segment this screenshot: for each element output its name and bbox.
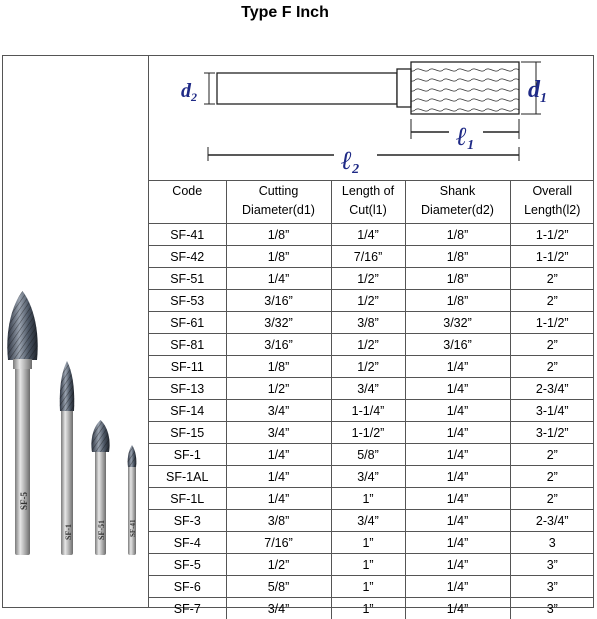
tool-label: SF-41: [129, 519, 137, 537]
cell-cutting-diameter: 1/2”: [226, 378, 331, 400]
cell-overall-length: 2-3/4”: [510, 510, 594, 532]
tools-photo: [2, 55, 149, 608]
cell-cutting-diameter: 1/2”: [226, 554, 331, 576]
svg-text:ℓ1: ℓ1: [456, 122, 474, 153]
cell-length-of-cut: 1/2”: [331, 290, 405, 312]
dimension-diagram: [149, 55, 594, 180]
cell-shank-diameter: 1/4”: [405, 488, 510, 510]
cell-code: SF-61: [149, 312, 226, 334]
svg-text:d1: $d_1$: [528, 77, 547, 106]
cell-shank-diameter: 1/4”: [405, 356, 510, 378]
cell-cutting-diameter: 1/8”: [226, 224, 331, 246]
cell-length-of-cut: 1”: [331, 554, 405, 576]
cell-shank-diameter: 1/4”: [405, 576, 510, 598]
d2-dimension: [181, 73, 215, 104]
svg-text:ℓ2: ℓ2: [341, 146, 359, 177]
cell-overall-length: 1-1/2”: [510, 246, 594, 268]
svg-text:d2: $d_2$: [181, 80, 197, 104]
header-length-of-cut: Length of Cut(l1): [331, 181, 405, 224]
cell-shank-diameter: 1/4”: [405, 510, 510, 532]
cell-length-of-cut: 5/8”: [331, 444, 405, 466]
cell-overall-length: 2-3/4”: [510, 378, 594, 400]
cell-shank-diameter: 1/4”: [405, 466, 510, 488]
cell-code: SF-11: [149, 356, 226, 378]
cell-overall-length: 3”: [510, 554, 594, 576]
cell-overall-length: 3: [510, 532, 594, 554]
cell-overall-length: 2”: [510, 356, 594, 378]
tool-label: SF-5: [19, 492, 29, 511]
table-row: [149, 422, 594, 444]
cell-cutting-diameter: 1/4”: [226, 444, 331, 466]
cell-code: SF-1: [149, 444, 226, 466]
cell-length-of-cut: 3/4”: [331, 378, 405, 400]
cell-code: SF-4: [149, 532, 226, 554]
cell-cutting-diameter: 3/4”: [226, 422, 331, 444]
cell-length-of-cut: 3/4”: [331, 510, 405, 532]
table-row: [149, 576, 594, 598]
table-row: [149, 246, 594, 268]
table-row: [149, 356, 594, 378]
cell-length-of-cut: 1/2”: [331, 268, 405, 290]
table-header-row: [149, 181, 594, 224]
cell-code: SF-42: [149, 246, 226, 268]
cell-shank-diameter: 1/8”: [405, 246, 510, 268]
cell-code: SF-51: [149, 268, 226, 290]
cell-code: SF-13: [149, 378, 226, 400]
cell-code: SF-3: [149, 510, 226, 532]
table-row: [149, 378, 594, 400]
cell-shank-diameter: 1/8”: [405, 290, 510, 312]
cell-overall-length: 3-1/2”: [510, 422, 594, 444]
cell-length-of-cut: 1”: [331, 488, 405, 510]
cell-cutting-diameter: 3/32”: [226, 312, 331, 334]
cell-overall-length: 1-1/2”: [510, 312, 594, 334]
table-row: [149, 268, 594, 290]
cell-code: SF-5: [149, 554, 226, 576]
cell-code: SF-81: [149, 334, 226, 356]
cell-shank-diameter: 1/4”: [405, 444, 510, 466]
cell-overall-length: 3”: [510, 598, 594, 619]
table-row: [149, 400, 594, 422]
table-row: [149, 532, 594, 554]
table-body: [149, 224, 594, 619]
table-row: [149, 224, 594, 246]
header-shank-diameter: Shank Diameter(d2): [405, 181, 510, 224]
cell-code: SF-6: [149, 576, 226, 598]
cell-overall-length: 2”: [510, 334, 594, 356]
table-row: [149, 444, 594, 466]
tool-sf-51: [91, 420, 109, 555]
cell-shank-diameter: 1/4”: [405, 598, 510, 619]
cell-overall-length: 2”: [510, 488, 594, 510]
cell-overall-length: 2”: [510, 444, 594, 466]
l1-dimension: [411, 119, 519, 153]
cell-length-of-cut: 1-1/4”: [331, 400, 405, 422]
cell-shank-diameter: 1/4”: [405, 400, 510, 422]
cell-overall-length: 2”: [510, 466, 594, 488]
table-row: [149, 334, 594, 356]
cell-length-of-cut: 1”: [331, 576, 405, 598]
cell-length-of-cut: 1/2”: [331, 334, 405, 356]
tool-label: SF-1: [64, 524, 73, 540]
cell-overall-length: 2”: [510, 290, 594, 312]
table-row: [149, 510, 594, 532]
cell-cutting-diameter: 3/16”: [226, 334, 331, 356]
cell-code: SF-53: [149, 290, 226, 312]
cell-cutting-diameter: 3/4”: [226, 598, 331, 619]
table-row: [149, 554, 594, 576]
d1-dimension: [521, 62, 547, 114]
tool-sf-5: [7, 291, 37, 555]
page-title: Type F Inch: [0, 4, 570, 22]
cell-code: SF-14: [149, 400, 226, 422]
table-row: [149, 598, 594, 619]
cell-length-of-cut: 3/8”: [331, 312, 405, 334]
header-overall-length: Overall Length(l2): [510, 181, 594, 224]
cell-cutting-diameter: 7/16”: [226, 532, 331, 554]
cell-overall-length: 3-1/4”: [510, 400, 594, 422]
cell-cutting-diameter: 3/8”: [226, 510, 331, 532]
table-row: [149, 466, 594, 488]
cell-length-of-cut: 1”: [331, 598, 405, 619]
shank-outline: [217, 73, 397, 104]
cell-cutting-diameter: 1/4”: [226, 488, 331, 510]
cell-shank-diameter: 1/4”: [405, 554, 510, 576]
header-cutting-diameter: Cutting Diameter(d1): [226, 181, 331, 224]
cell-length-of-cut: 1”: [331, 532, 405, 554]
cell-cutting-diameter: 1/4”: [226, 466, 331, 488]
table-row: [149, 312, 594, 334]
cell-code: SF-1L: [149, 488, 226, 510]
cell-length-of-cut: 1/2”: [331, 356, 405, 378]
cell-cutting-diameter: 3/4”: [226, 400, 331, 422]
cell-shank-diameter: 3/16”: [405, 334, 510, 356]
cell-code: SF-41: [149, 224, 226, 246]
cell-code: SF-7: [149, 598, 226, 619]
spec-table: [149, 180, 594, 619]
cell-code: SF-1AL: [149, 466, 226, 488]
cell-length-of-cut: 7/16”: [331, 246, 405, 268]
cell-length-of-cut: 1/4”: [331, 224, 405, 246]
cell-length-of-cut: 1-1/2”: [331, 422, 405, 444]
cell-shank-diameter: 1/8”: [405, 224, 510, 246]
cell-cutting-diameter: 1/4”: [226, 268, 331, 290]
cell-shank-diameter: 1/4”: [405, 532, 510, 554]
cell-cutting-diameter: 3/16”: [226, 290, 331, 312]
cell-code: SF-15: [149, 422, 226, 444]
table-row: [149, 290, 594, 312]
tool-sf-41: [128, 445, 137, 555]
cell-shank-diameter: 1/4”: [405, 378, 510, 400]
cell-shank-diameter: 1/4”: [405, 422, 510, 444]
cell-shank-diameter: 1/8”: [405, 268, 510, 290]
cutting-head-outline: [411, 62, 519, 114]
tool-sf-1: [60, 361, 74, 555]
cell-length-of-cut: 3/4”: [331, 466, 405, 488]
tool-label: SF-51: [97, 520, 106, 540]
cell-overall-length: 3”: [510, 576, 594, 598]
cell-cutting-diameter: 1/8”: [226, 246, 331, 268]
cell-cutting-diameter: 1/8”: [226, 356, 331, 378]
cell-overall-length: 1-1/2”: [510, 224, 594, 246]
table-row: [149, 488, 594, 510]
header-code: Code: [149, 181, 226, 224]
cell-cutting-diameter: 5/8”: [226, 576, 331, 598]
cell-overall-length: 2”: [510, 268, 594, 290]
cell-shank-diameter: 3/32”: [405, 312, 510, 334]
